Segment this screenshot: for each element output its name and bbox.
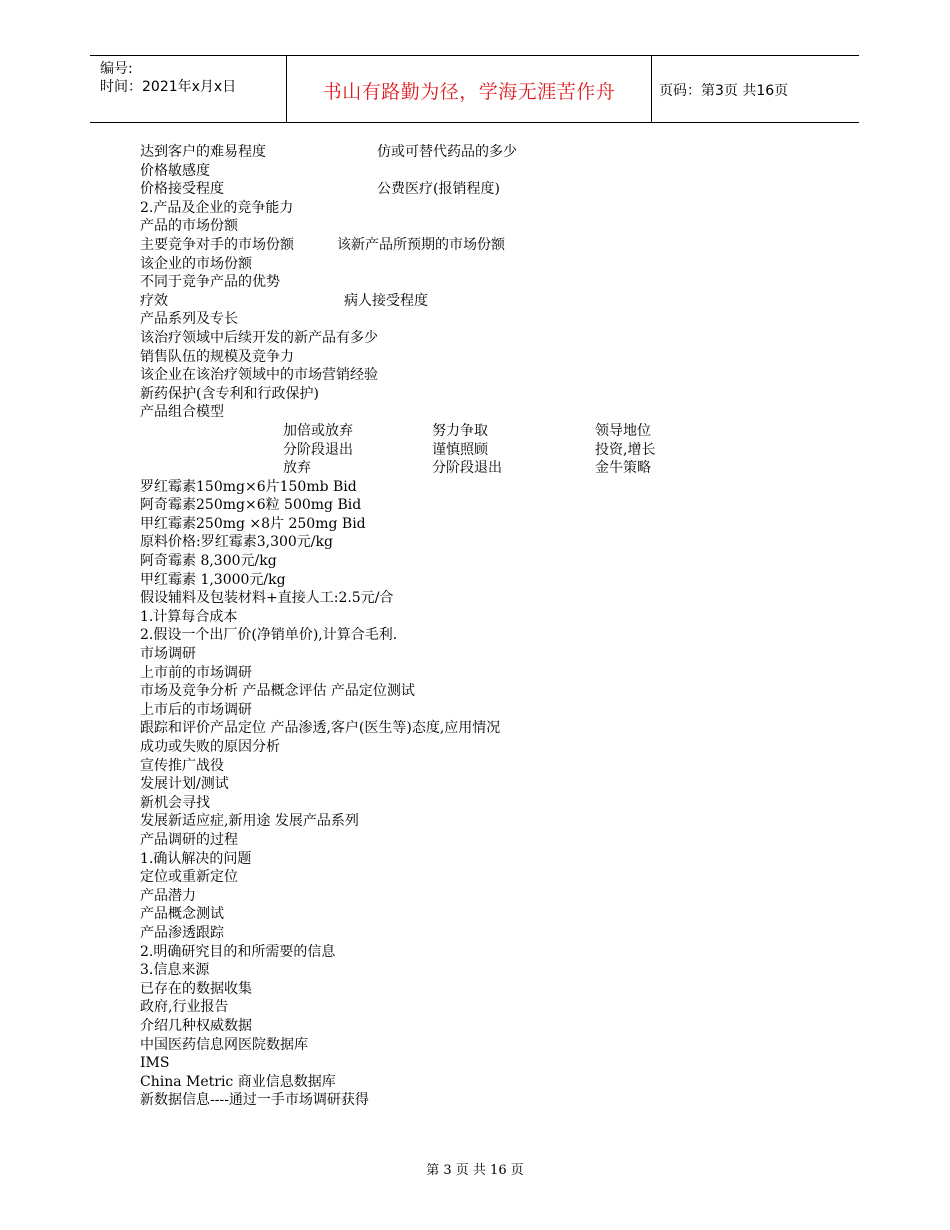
text-segment: 上市后的市场调研	[140, 701, 252, 718]
text-line	[140, 1036, 840, 1055]
text-segment: 病人接受程度	[344, 292, 428, 309]
text-line	[140, 831, 840, 850]
text-line	[140, 515, 840, 534]
text-segment: 假设辅料及包装材料+直接人工:2.5元/合	[140, 590, 394, 607]
text-segment: 宣传推广战役	[140, 757, 224, 774]
text-segment: China Metric 商业信息数据库	[140, 1073, 336, 1090]
text-line	[140, 533, 840, 552]
text-segment: 仿或可替代药品的多少	[377, 144, 517, 160]
text-line	[140, 794, 840, 813]
text-segment: 产品潜力	[140, 887, 196, 904]
text-line	[140, 943, 840, 962]
text-segment: 政府,行业报告	[140, 999, 229, 1016]
header-motto: 书山有路勤为径，学海无涯苦作舟	[322, 81, 616, 103]
text-segment: 谨慎照顾	[432, 441, 488, 458]
text-segment: 加倍或放弃	[283, 422, 353, 439]
header-meta-cell	[90, 56, 286, 122]
text-line	[140, 812, 840, 831]
text-line	[140, 143, 840, 162]
text-segment: 放弃	[283, 460, 311, 477]
text-segment: 领导地位	[595, 422, 651, 439]
text-line	[140, 905, 840, 924]
text-segment: 产品的市场份额	[140, 218, 238, 235]
text-segment: 产品调研的过程	[140, 831, 238, 848]
text-segment: 发展计划/测试	[140, 776, 229, 793]
text-segment: IMS	[140, 1055, 170, 1072]
text-segment: 价格接受程度	[140, 181, 224, 198]
text-segment: 新数据信息----通过一手市场调研获得	[140, 1092, 369, 1109]
text-line	[140, 199, 840, 218]
text-line	[140, 1054, 840, 1073]
document-body	[140, 143, 840, 1110]
text-segment: 2.假设一个出厂价(净销单价),计算合毛利.	[140, 627, 398, 644]
text-line	[140, 924, 840, 943]
text-line	[140, 162, 840, 181]
text-segment: 原料价格:罗红霉素3,300元/kg	[140, 534, 333, 551]
text-line	[140, 608, 840, 627]
text-segment: 产品概念测试	[140, 906, 224, 923]
text-line	[140, 385, 840, 404]
text-line	[140, 626, 840, 645]
text-segment: 发展新适应症,新用途 发展产品系列	[140, 813, 359, 830]
text-segment: 产品组合模型	[140, 404, 224, 421]
text-line	[140, 980, 840, 999]
text-segment: 新机会寻找	[140, 794, 210, 811]
page-header	[90, 55, 859, 123]
text-segment: 阿奇霉素 8,300元/kg	[140, 553, 277, 570]
text-line	[140, 217, 840, 236]
doc-number-label: 编号:	[100, 61, 133, 77]
text-line	[140, 441, 840, 460]
text-segment: 1.计算每合成本	[140, 608, 238, 625]
text-segment: 投资,增长	[595, 441, 656, 458]
text-line	[140, 1091, 840, 1110]
text-line	[140, 459, 840, 478]
text-line	[140, 403, 840, 422]
text-line	[140, 255, 840, 274]
text-segment: 价格敏感度	[140, 162, 210, 179]
text-segment: 产品系列及专长	[140, 311, 238, 328]
text-line	[140, 682, 840, 701]
text-segment: 介绍几种权威数据	[140, 1017, 252, 1034]
text-line	[140, 571, 840, 590]
text-segment: 公费医疗(报销程度)	[377, 181, 500, 198]
text-segment: 市场调研	[140, 646, 196, 663]
text-segment: 金牛策略	[595, 460, 651, 477]
header-page-cell	[651, 56, 859, 122]
text-line	[140, 348, 840, 367]
text-line	[140, 887, 840, 906]
header-motto-cell	[286, 56, 652, 122]
text-segment: 产品渗透跟踪	[140, 924, 224, 941]
text-line	[140, 292, 840, 311]
text-segment: 2.产品及企业的竞争能力	[140, 199, 294, 216]
text-segment: 市场及竞争分析 产品概念评估 产品定位测试	[140, 683, 415, 700]
text-line	[140, 329, 840, 348]
text-line	[140, 738, 840, 757]
text-line	[140, 868, 840, 887]
text-line	[140, 1017, 840, 1036]
text-segment: 罗红霉素150mg×6片150mb Bid	[140, 478, 357, 495]
text-segment: 主要竞争对手的市场份额	[140, 236, 294, 253]
text-segment: 达到客户的难易程度	[140, 144, 266, 160]
text-segment: 2.明确研究目的和所需要的信息	[140, 943, 336, 960]
text-segment: 疗效	[140, 292, 168, 309]
text-line	[140, 701, 840, 720]
text-line	[140, 589, 840, 608]
text-line	[140, 496, 840, 515]
text-line	[140, 366, 840, 385]
text-line	[140, 273, 840, 292]
text-segment: 定位或重新定位	[140, 869, 238, 886]
header-page-info: 页码：第3页 共16页	[659, 83, 789, 99]
text-line	[140, 478, 840, 497]
text-segment: 该新产品所预期的市场份额	[337, 236, 505, 253]
text-segment: 分阶段退出	[432, 460, 502, 477]
text-line	[140, 757, 840, 776]
text-segment: 跟踪和评价产品定位 产品渗透,客户(医生等)态度,应用情况	[140, 720, 501, 737]
text-segment: 3.信息来源	[140, 962, 210, 979]
text-segment: 该企业在该治疗领域中的市场营销经验	[140, 367, 378, 384]
text-segment: 成功或失败的原因分析	[140, 739, 280, 755]
text-segment: 1.确认解决的问题	[140, 850, 252, 867]
text-line	[140, 961, 840, 980]
text-segment: 该治疗领域中后续开发的新产品有多少	[140, 329, 378, 346]
text-segment: 新药保护(含专利和行政保护)	[140, 385, 319, 402]
text-line	[140, 310, 840, 329]
text-line	[140, 664, 840, 683]
text-line	[140, 1073, 840, 1092]
text-segment: 努力争取	[432, 422, 488, 439]
text-segment: 分阶段退出	[283, 441, 353, 458]
text-segment: 该企业的市场份额	[140, 255, 252, 272]
text-line	[140, 850, 840, 869]
doc-time-label: 时间：2021年x月x日	[100, 79, 237, 95]
text-line	[140, 998, 840, 1017]
text-line	[140, 552, 840, 571]
text-segment: 阿奇霉素250mg×6粒 500mg Bid	[140, 497, 362, 514]
text-segment: 甲红霉素250mg ×8片 250mg Bid	[140, 515, 366, 532]
text-line	[140, 645, 840, 664]
text-segment: 中国医药信息网医院数据库	[140, 1036, 308, 1053]
text-segment: 不同于竞争产品的优势	[140, 274, 280, 291]
text-segment: 甲红霉素 1,3000元/kg	[140, 571, 286, 588]
text-segment: 上市前的市场调研	[140, 664, 252, 681]
text-line	[140, 236, 840, 255]
text-line	[140, 422, 840, 441]
text-line	[140, 180, 840, 199]
page-footer: 第 3 页 共 16 页	[426, 1163, 524, 1178]
text-segment: 销售队伍的规模及竞争力	[140, 348, 294, 365]
text-line	[140, 775, 840, 794]
text-segment: 已存在的数据收集	[140, 980, 252, 997]
text-line	[140, 719, 840, 738]
